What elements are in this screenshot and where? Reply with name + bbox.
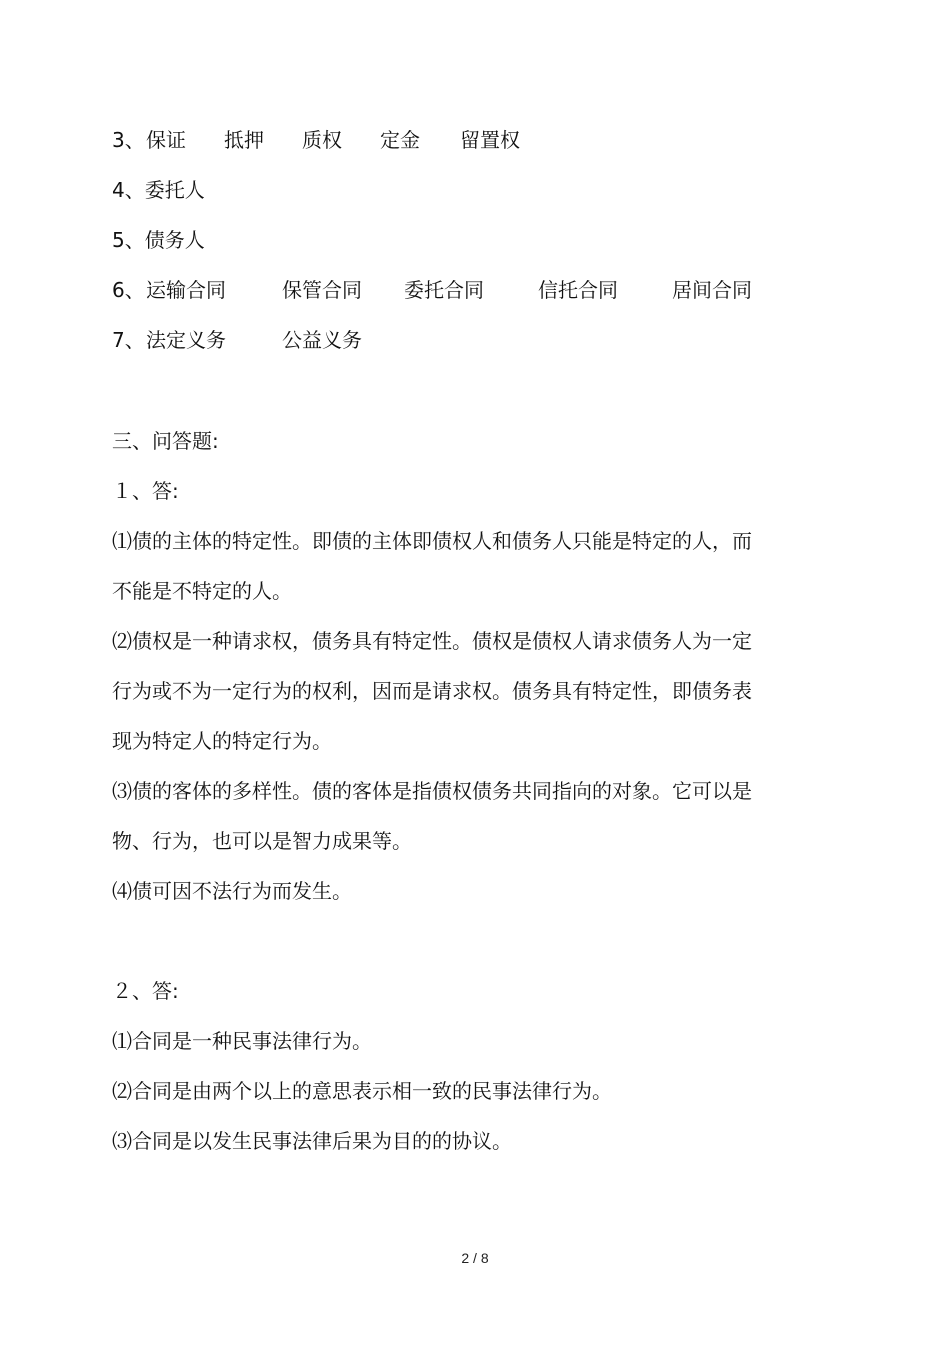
term: 抵押 <box>224 128 264 152</box>
term: 保管合同 <box>282 278 362 302</box>
answer-line: 现为特定人的特定行为。 <box>112 729 332 753</box>
question-2-label: ２、答: <box>112 979 179 1003</box>
answer-item-5: 5、债务人 <box>112 228 205 252</box>
term: 信托合同 <box>538 278 618 302</box>
answer-item-6 <box>112 277 752 303</box>
section-heading: 三、问答题: <box>112 429 219 453</box>
term: 运输合同 <box>146 278 226 302</box>
question-1-label: １、答: <box>112 479 179 503</box>
term: 居间合同 <box>672 278 752 302</box>
term: 委托合同 <box>404 278 484 302</box>
answer-line: 物、行为，也可以是智力成果等。 <box>112 829 412 853</box>
term: 留置权 <box>460 128 520 152</box>
answer-line: 行为或不为一定行为的权利，因而是请求权。债务具有特定性，即债务表 <box>112 679 752 703</box>
answer-line: ⑴债的主体的特定性。即债的主体即债权人和债务人只能是特定的人，而 <box>112 529 752 553</box>
answer-line: ⑷债可因不法行为而发生。 <box>112 879 352 903</box>
answer-item-7 <box>112 327 362 353</box>
item-number: 3、 <box>112 128 145 152</box>
term: 保证 <box>146 128 186 152</box>
term: 定金 <box>380 128 420 152</box>
term: 质权 <box>302 128 342 152</box>
page-number: 2 / 8 <box>461 1250 489 1266</box>
answer-item-3 <box>112 127 520 153</box>
answer-line: ⑶合同是以发生民事法律后果为目的的协议。 <box>112 1129 512 1153</box>
answer-line: ⑵债权是一种请求权，债务具有特定性。债权是债权人请求债务人为一定 <box>112 629 752 653</box>
answer-line: ⑵合同是由两个以上的意思表示相一致的民事法律行为。 <box>112 1079 612 1103</box>
item-number: 6、 <box>112 278 145 302</box>
item-number: 7、 <box>112 328 145 352</box>
answer-line: 不能是不特定的人。 <box>112 579 292 603</box>
answer-item-4: 4、委托人 <box>112 178 205 202</box>
term: 法定义务 <box>146 328 226 352</box>
answer-line: ⑶债的客体的多样性。债的客体是指债权债务共同指向的对象。它可以是 <box>112 779 752 803</box>
answer-line: ⑴合同是一种民事法律行为。 <box>112 1029 372 1053</box>
term: 公益义务 <box>282 328 362 352</box>
